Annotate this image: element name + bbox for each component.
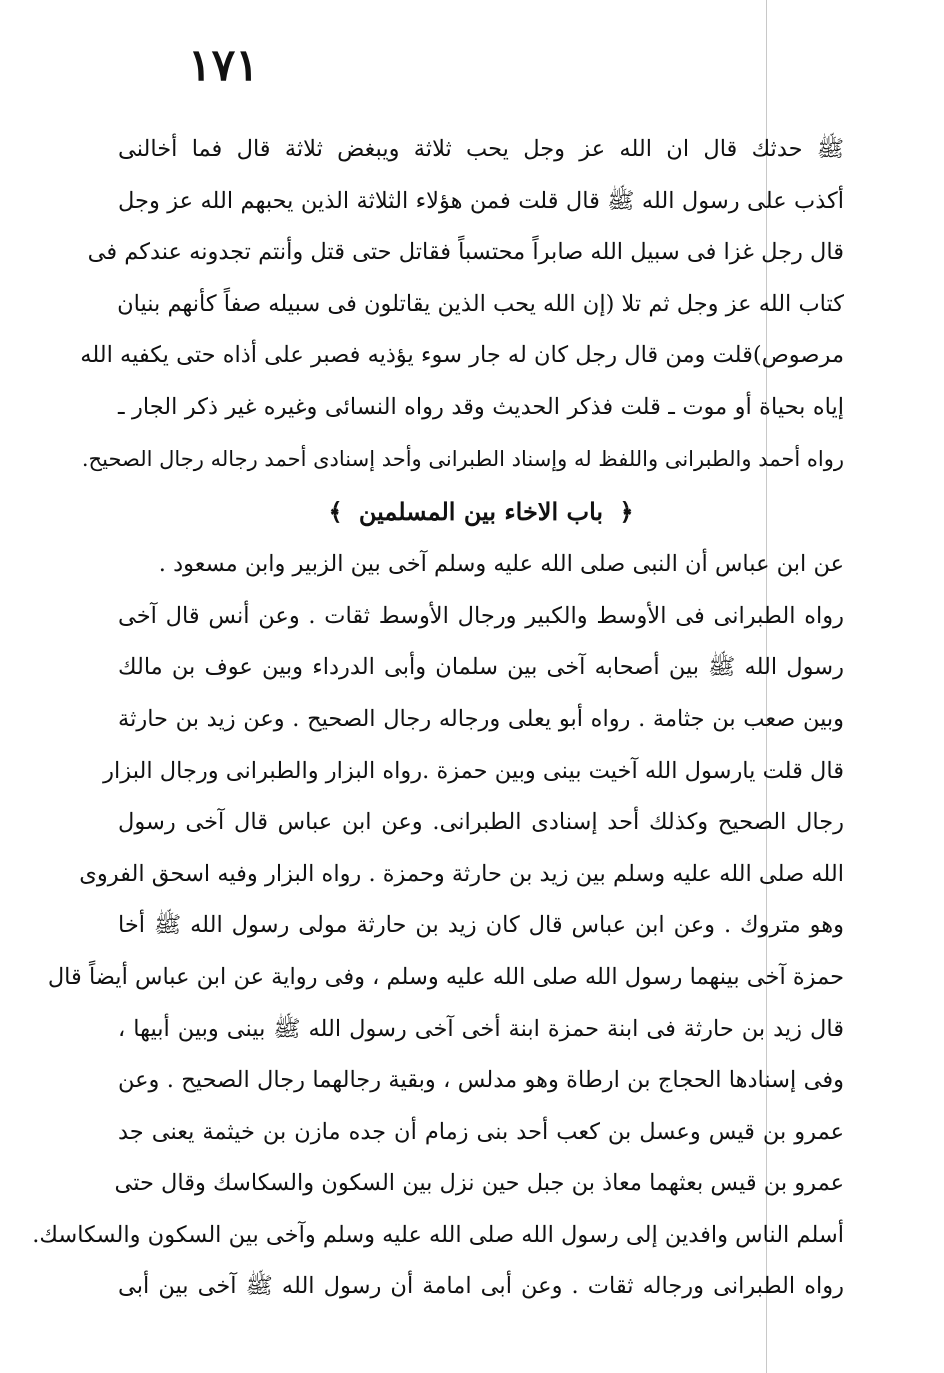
heading-bracket-close: ﴾ [328, 497, 343, 527]
text-line: وهو متروك . وعن ابن عباس قال كان زيد بن حارثة مولى رسول الله ﷺ أخا [118, 912, 844, 939]
text-line: عن ابن عباس أن النبى صلى الله عليه وسلم آخى بين الزبير وابن مسعود . [158, 551, 844, 578]
text-line: كتاب الله عز وجل ثم تلا (إن الله يحب الذين يقاتلون فى سبيله صفاً كأنهم بنيان [117, 290, 844, 317]
text-line: أسلم الناس وافدين إلى رسول الله صلى الله عليه وسلم وآخى بين السكون والسكاسك. [32, 1221, 844, 1248]
text-line: ﷺ حدثك قال ان الله عز وجل يحب ثلاثة ويبغض ثلاثة قال فما أخالنى [118, 136, 844, 162]
text-line: مرصوص)قلت ومن قال رجل كان له جار سوء يؤذيه فصبر على أذاه حتى يكفيه الله [80, 342, 844, 369]
text-line: رواه الطبرانى ورجاله ثقات . وعن أبى امامة أن رسول الله ﷺ آخى بين أبى [118, 1273, 844, 1300]
text-line: وفى إسنادها الحجاج بن ارطاة وهو مدلس ، وبقية رجالهما رجال الصحيح . وعن [118, 1067, 844, 1094]
text-line: إياه بحياة أو موت ـ قلت فذكر الحديث وقد رواه النسائى وغيره غير ذكر الجار ـ [118, 393, 844, 420]
text-line: رجال الصحيح وكذلك أحد إسنادى الطبرانى. وعن ابن عباس قال آخى رسول [118, 809, 844, 836]
text-line: الله صلى الله عليه وسلم بين زيد بن حارثة وحمزة . رواه البزار وفيه اسحق الفروى [79, 860, 844, 887]
text-line: قال زيد بن حارثة فى ابنة حمزة ابنة أخى آخى رسول الله ﷺ بينى وبين أبيها ، [118, 1015, 844, 1042]
text-line: رواه الطبرانى فى الأوسط والكبير ورجال الأوسط ثقات . وعن أنس قال آخى [118, 602, 844, 629]
text-line: قال رجل غزا فى سبيل الله صابراً محتسباً فقاتل حتى قتل وأنتم تجدونه عندكم فى [87, 239, 844, 266]
text-line: وبين صعب بن جثامة . رواه أبو يعلى ورجاله رجال الصحيح . وعن زيد بن حارثة [118, 705, 844, 732]
page-number: ١٧١ [188, 40, 259, 91]
text-line: عمرو بن قيس وعسل بن كعب أحد بنى زمام أن جده مازن بن خيثمة يعنى جد [118, 1118, 844, 1145]
body-text [32, 124, 844, 1313]
text-line: رواه أحمد والطبرانى واللفظ له وإسناد الطبرانى وأحد إسنادى أحمد رجاله رجال الصحيح. [81, 446, 844, 471]
section-heading [118, 485, 844, 539]
text-line: رسول الله ﷺ بين أصحابه آخى بين سلمان وأبى الدرداء وبين عوف بن مالك [118, 654, 844, 681]
text-line: حمزة آخى بينهما رسول الله صلى الله عليه وسلم ، وفى رواية عن ابن عباس أيضاً قال [47, 963, 844, 990]
heading-label: باب الاخاء بين المسلمين [358, 497, 604, 527]
text-line: عمرو بن قيس بعثهما معاذ بن جبل حين نزل بين السكون والسكاسك وقال حتى [114, 1170, 844, 1197]
text-line: أكذب على رسول الله ﷺ قال قلت فمن هؤلاء الثلاثة الذين يحبهم الله عز وجل [118, 187, 844, 214]
text-line: قال قلت يارسول الله آخيت بينى وبين حمزة .رواه البزار والطبرانى ورجال البزار [103, 757, 844, 784]
heading-bracket-open: ﴿ [619, 497, 634, 527]
